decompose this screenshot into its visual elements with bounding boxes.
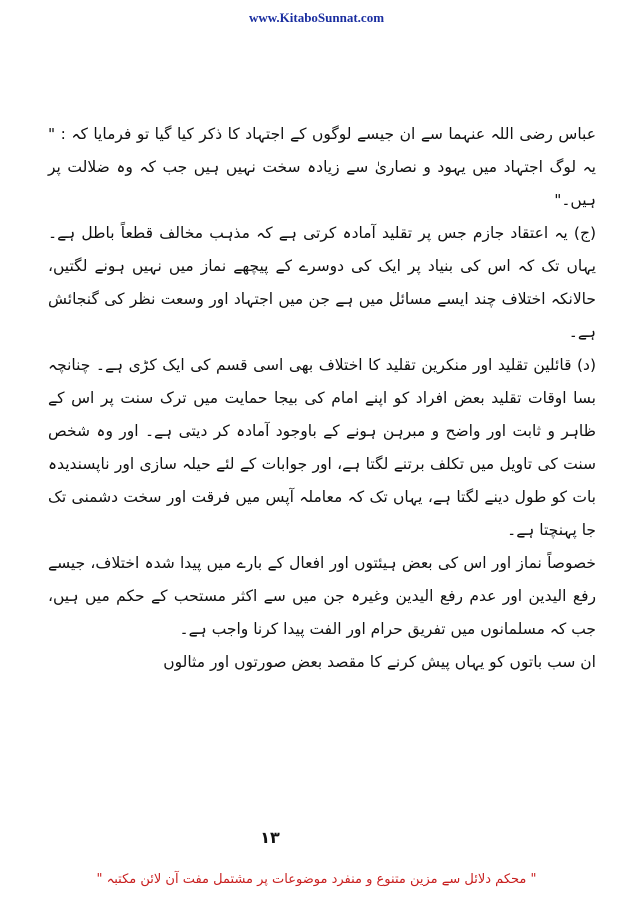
paragraph-3: (د) قائلین تقلید اور منکرین تقلید کا اختلاف بھی اسی قسم کی ایک کڑی ہے۔ چنانچہ بسا اوقات تقلید بعض افراد کو اپنے امام کی بیجا حمایت میں ترک سنت پر اس کے ظاہر و ثابت اور واضح و مبرہن ہونے کے باوجود آمادہ کر دیتی ہے۔ اور وہ شخص سنت کی تاویل میں تکلف برتنے لگتا ہے، اور جوابات کے لئے حیلہ سازی اور ناپسندیدہ بات کو طول دینے لگتا ہے، یہاں تک کہ معاملہ آپس میں فرقت اور سخت دشمنی تک جا پہنچتا ہے۔ (48, 356, 596, 539)
page-number: ۱۳ (260, 828, 280, 847)
paragraph-5: ان سب باتوں کو یہاں پیش کرنے کا مقصد بعض صورتوں اور مثالوں (163, 653, 596, 671)
paragraph-4: خصوصاً نماز اور اس کی بعض ہیئتوں اور افعال کے بارے میں پیدا شدہ اختلاف، جیسے رفع الیدین اور عدم رفع الیدین وغیرہ جن میں سے اکثر مستحب کے حکم میں ہیں، جب کہ مسلمانوں میں تفریق حرام اور الفت پیدا کرنا واجب ہے۔ (48, 554, 596, 638)
paragraph-2: (ج) یہ اعتقاد جازم جس پر تقلید آمادہ کرتی ہے کہ مذہب مخالف قطعاً باطل ہے۔ یہاں تک کہ اس کی بنیاد پر ایک کی دوسرے کے پیچھے نماز میں نہیں ہونے لگتیں، حالانکہ اختلاف چند ایسے مسائل میں ہے جن میں اجتہاد اور وسعت نظر کی گنجائش ہے۔ (48, 224, 596, 341)
footer-tagline: " محکم دلائل سے مزین متنوع و منفرد موضوعات پر مشتمل مفت آن لائن مکتبہ " (96, 872, 537, 887)
site-url-link[interactable]: www.KitaboSunnat.com (248, 10, 385, 25)
paragraph-1: عباس رضی اللہ عنہما سے ان جیسے لوگوں کے اجتہاد کا ذکر کیا گیا تو فرمایا کہ : " یہ لوگ اجتہاد میں یہود و نصاریٰ سے زیادہ سخت نہیں ہیں جب کہ وہ ضلالت پر ہیں۔" (48, 125, 596, 209)
document-body (48, 118, 596, 679)
